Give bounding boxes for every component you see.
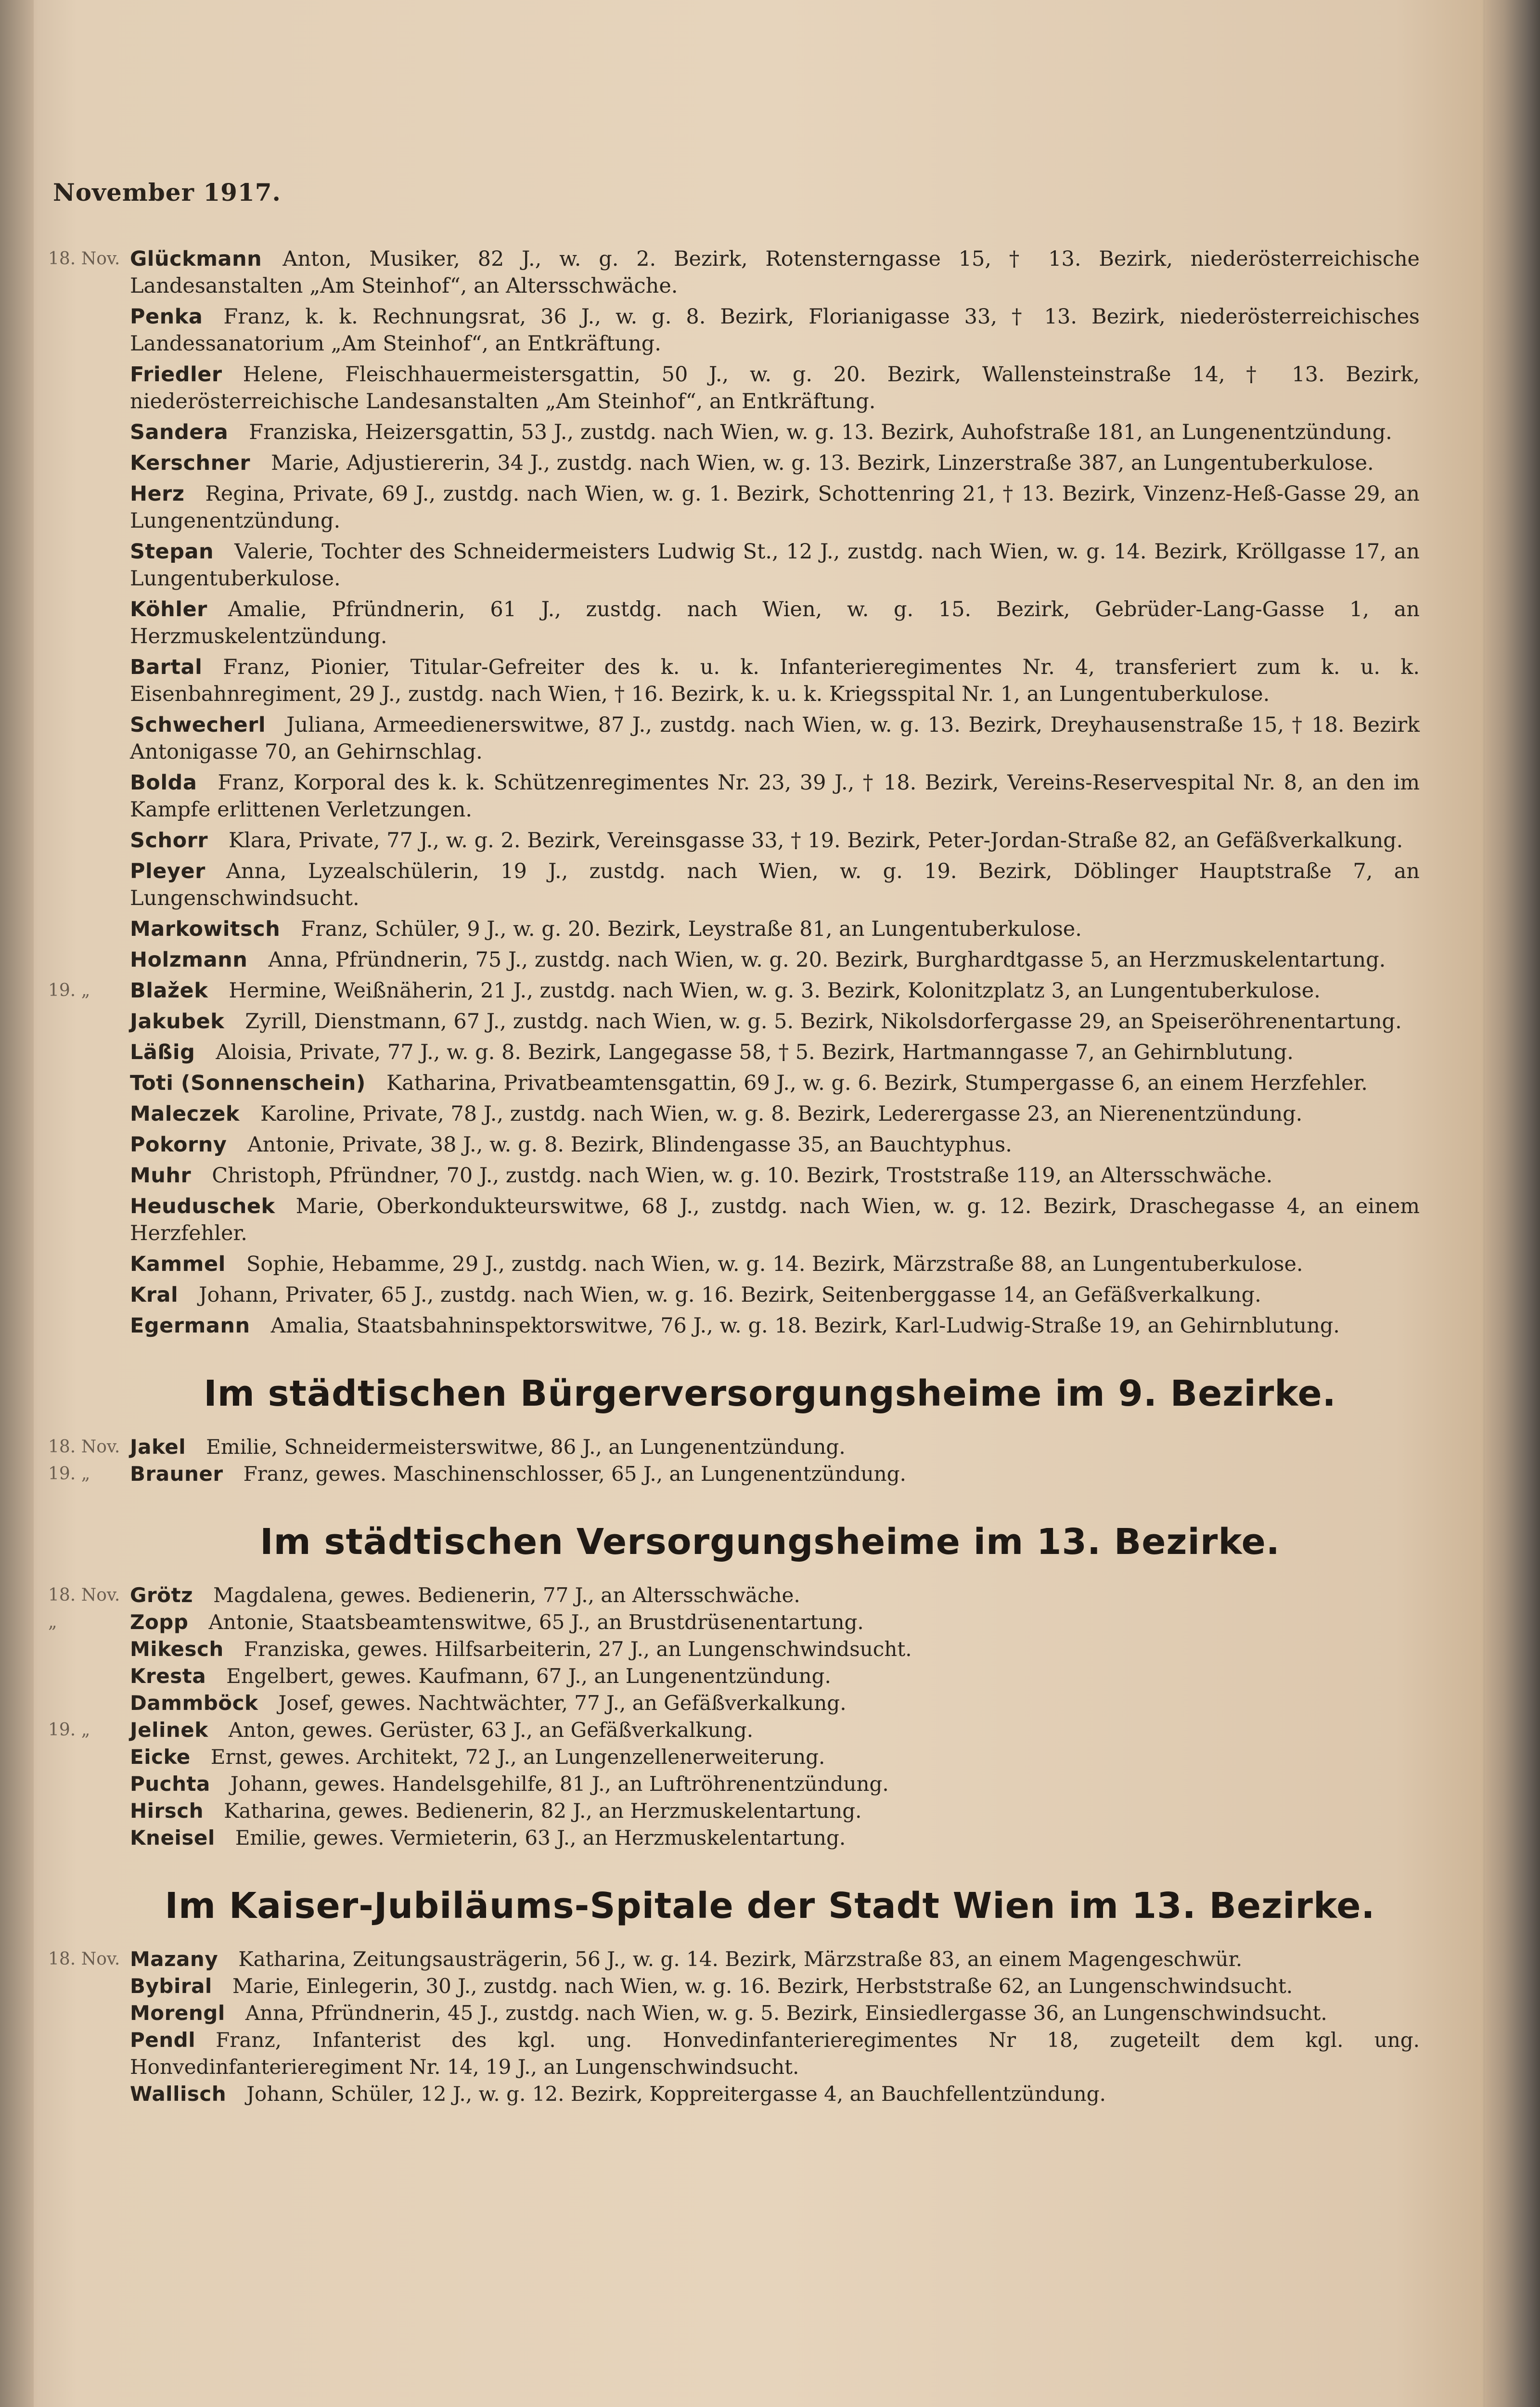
entry-date: 18. Nov. (48, 1437, 120, 1457)
deceased-surname: Penka (130, 305, 203, 329)
page-right-edge (1485, 0, 1540, 2407)
death-entry (38, 827, 1477, 854)
entry-body (130, 1771, 1477, 1798)
entry-date: „ (48, 1612, 57, 1632)
entry-details: Johann, gewes. Handelsgehilfe, 81 J., an Luftröhrenentzündung. (230, 1772, 889, 1796)
deceased-surname: Markowitsch (130, 917, 281, 941)
death-entry (38, 1251, 1477, 1278)
deceased-surname: Pokorny (130, 1133, 227, 1157)
entry-details: Marie, Oberkondukteurswitwe, 68 J., zustdg. nach Wien, w. g. 12. Bezirk, Draschegasse 4, an einem Herzfehler. (130, 1194, 1420, 1245)
entry-body (130, 1162, 1477, 1189)
entry-body (130, 827, 1477, 854)
death-entry (38, 1582, 1477, 1609)
death-entry (38, 246, 1477, 299)
deceased-surname: Eicke (130, 1745, 191, 1769)
death-entry (38, 1461, 1477, 1488)
death-entry (38, 1663, 1477, 1690)
deceased-surname: Läßig (130, 1040, 195, 1064)
death-entry (38, 1131, 1477, 1158)
entry-details: Katharina, Privatbeamtensgattin, 69 J., w. g. 6. Bezirk, Stumpergasse 6, an einem Herzfehler. (386, 1071, 1368, 1095)
entry-body (130, 361, 1477, 415)
deceased-surname: Morengl (130, 2001, 225, 2025)
deceased-surname: Brauner (130, 1462, 223, 1486)
entry-details: Marie, Adjustiererin, 34 J., zustdg. nach Wien, w. g. 13. Bezirk, Linzerstraße 387, an Lungentuberkulose. (271, 451, 1374, 475)
deceased-surname: Stepan (130, 540, 214, 564)
entry-details: Josef, gewes. Nachtwächter, 77 J., an Gefäßverkalkung. (278, 1691, 847, 1715)
entry-details: Christoph, Pfründner, 70 J., zustdg. nach Wien, w. g. 10. Bezirk, Troststraße 119, an Altersschwäche. (212, 1164, 1273, 1188)
entry-details: Juliana, Armeedienerswitwe, 87 J., zustdg. nach Wien, w. g. 13. Bezirk, Dreyhausenstraße 15, † 18. Bezirk Antonigasse 70, an Gehirnschlag. (130, 713, 1420, 764)
deceased-surname: Mazany (130, 1947, 218, 1971)
entry-details: Anton, gewes. Gerüster, 63 J., an Gefäßverkalkung. (228, 1718, 754, 1742)
entry-body (130, 538, 1477, 592)
page-left-shadow (0, 0, 34, 2407)
death-entry (38, 1744, 1477, 1771)
entry-body (130, 1131, 1477, 1158)
entry-body (130, 1312, 1477, 1339)
entry-details: Sophie, Hebamme, 29 J., zustdg. nach Wien, w. g. 14. Bezirk, Märzstraße 88, an Lungentuberkulose. (246, 1252, 1303, 1276)
entry-details: Emilie, gewes. Vermieterin, 63 J., an Herzmuskelentartung. (235, 1826, 846, 1850)
entry-details: Anna, Pfründnerin, 45 J., zustdg. nach Wien, w. g. 5. Bezirk, Einsiedlergasse 36, an Lungenschwindsucht. (245, 2001, 1327, 2025)
entry-body (130, 1070, 1477, 1097)
deceased-surname: Friedler (130, 362, 222, 387)
entry-body (130, 1193, 1477, 1247)
deceased-surname: Grötz (130, 1583, 193, 1607)
death-entry (38, 450, 1477, 477)
deceased-surname: Holzmann (130, 948, 248, 972)
death-entry (38, 538, 1477, 592)
entry-date: 19. „ (48, 1464, 90, 1484)
entry-body (130, 712, 1477, 765)
death-entry (38, 2027, 1477, 2081)
entry-body (130, 1744, 1477, 1771)
entry-body (130, 419, 1477, 446)
deceased-surname: Bybiral (130, 1974, 212, 1998)
deceased-surname: Wallisch (130, 2082, 227, 2106)
death-entry (38, 1193, 1477, 1247)
deceased-surname: Kerschner (130, 451, 251, 475)
entry-body (130, 303, 1477, 357)
death-entry (38, 1281, 1477, 1308)
entry-body (130, 1973, 1477, 2000)
death-entry (38, 1771, 1477, 1798)
entry-details: Aloisia, Private, 77 J., w. g. 8. Bezirk, Langegasse 58, † 5. Bezirk, Hartmanngasse 7, an Gehirnblutung. (216, 1040, 1294, 1064)
entry-details: Klara, Private, 77 J., w. g. 2. Bezirk, Vereinsgasse 33, † 19. Bezirk, Peter-Jordan-Straße 82, an Gefäßverkalkung. (229, 828, 1403, 853)
deceased-surname: Kral (130, 1283, 179, 1307)
entry-details: Anna, Lyzealschülerin, 19 J., zustdg. nach Wien, w. g. 19. Bezirk, Döblinger Hauptstraße 7, an Lungenschwindsucht. (130, 859, 1420, 910)
entry-details: Helene, Fleischhauermeistersgattin, 50 J., w. g. 20. Bezirk, Wallensteinstraße 14, † 13. Bezirk, niederösterreichische Landesanstalten „Am Steinhof“, an Entkräftung. (130, 362, 1420, 414)
entry-details: Valerie, Tochter des Schneidermeisters Ludwig St., 12 J., zustdg. nach Wien, w. g. 14. Bezirk, Kröllgasse 17, an Lungentuberkulose. (130, 540, 1420, 591)
entry-body (130, 1663, 1477, 1690)
deceased-surname: Sandera (130, 420, 229, 444)
death-entry (38, 1070, 1477, 1097)
section-heading: Im städtischen Bürgerversorgungsheime im 9. Bezirke. (204, 1373, 1336, 1414)
entry-details: Zyrill, Dienstmann, 67 J., zustdg. nach Wien, w. g. 5. Bezirk, Nikolsdorfergasse 29, an Speiseröhrenentartung. (245, 1009, 1402, 1034)
entry-details: Franz, Infanterist des kgl. ung. Honvedinfanterieregimentes Nr 18, zugeteilt dem kgl. ung. Honvedinfanterieregiment Nr. 14, 19 J., an Lungenschwindsucht. (130, 2028, 1420, 2079)
deceased-surname: Bartal (130, 655, 203, 679)
entry-details: Katharina, gewes. Bedienerin, 82 J., an Herzmuskelentartung. (224, 1799, 862, 1823)
entry-body (130, 246, 1477, 299)
entry-details: Ernst, gewes. Architekt, 72 J., an Lungenzellenerweiterung. (210, 1745, 825, 1769)
entry-body (130, 654, 1477, 708)
entry-body (130, 2081, 1477, 2108)
page-header-date: November 1917. (53, 178, 281, 207)
entry-details: Antonie, Staatsbeamtenswitwe, 65 J., an Brustdrüsenentartung. (208, 1610, 864, 1634)
death-entry (38, 1690, 1477, 1717)
entry-details: Regina, Private, 69 J., zustdg. nach Wien, w. g. 1. Bezirk, Schottenring 21, † 13. Bezirk, Vinzenz-Heß-Gasse 29, an Lungenentzündung. (130, 482, 1420, 533)
entry-body (130, 596, 1477, 650)
entry-details: Johann, Schüler, 12 J., w. g. 12. Bezirk, Koppreitergasse 4, an Bauchfellentzündung. (246, 2082, 1106, 2106)
entry-details: Franz, Korporal des k. k. Schützenregimentes Nr. 23, 39 J., † 18. Bezirk, Vereins-Reservespital Nr. 8, an den im Kampfe erlittenen Verletzungen. (130, 771, 1420, 822)
page-sheet (38, 19, 1477, 2407)
register-entries (38, 246, 1477, 2108)
entry-body (130, 450, 1477, 477)
entry-details: Amalia, Staatsbahninspektorswitwe, 76 J., w. g. 18. Bezirk, Karl-Ludwig-Straße 19, an Gehirnblutung. (270, 1314, 1340, 1338)
entry-details: Franz, Schüler, 9 J., w. g. 20. Bezirk, Leystraße 81, an Lungentuberkulose. (301, 917, 1082, 941)
entry-body (130, 858, 1477, 912)
entry-body (130, 1825, 1477, 1851)
death-entry (38, 916, 1477, 943)
deceased-surname: Jakubek (130, 1009, 225, 1034)
entry-details: Anton, Musiker, 82 J., w. g. 2. Bezirk, Rotensterngasse 15, † 13. Bezirk, niederösterreichische Landesanstalten „Am Steinhof“, an Altersschwäche. (130, 247, 1420, 298)
entry-date: 18. Nov. (48, 249, 120, 269)
death-entry (38, 2081, 1477, 2108)
death-entry (38, 1609, 1477, 1636)
entry-body (130, 2027, 1477, 2081)
deceased-surname: Maleczek (130, 1102, 240, 1126)
entry-body (130, 916, 1477, 943)
death-entry (38, 1434, 1477, 1461)
entry-details: Antonie, Private, 38 J., w. g. 8. Bezirk, Blindengasse 35, an Bauchtyphus. (247, 1133, 1012, 1157)
entry-details: Magdalena, gewes. Bedienerin, 77 J., an Altersschwäche. (213, 1583, 800, 1607)
death-entry (38, 1100, 1477, 1127)
entry-body (130, 1690, 1477, 1717)
entry-details: Franziska, Heizersgattin, 53 J., zustdg. nach Wien, w. g. 13. Bezirk, Auhofstraße 181, an Lungenentzündung. (249, 420, 1392, 444)
death-entry (38, 946, 1477, 973)
entry-date: 19. „ (48, 981, 90, 1000)
deceased-surname: Pendl (130, 2028, 196, 2052)
death-entry (38, 1636, 1477, 1663)
entry-body (130, 1609, 1477, 1636)
deceased-surname: Bolda (130, 771, 197, 795)
deceased-surname: Mikesch (130, 1637, 224, 1661)
deceased-surname: Pleyer (130, 859, 205, 883)
death-entry (38, 858, 1477, 912)
death-entry (38, 361, 1477, 415)
entry-body (130, 1717, 1477, 1744)
death-entry (38, 1798, 1477, 1825)
entry-details: Karoline, Private, 78 J., zustdg. nach Wien, w. g. 8. Bezirk, Lederergasse 23, an Nierenentzündung. (260, 1102, 1303, 1126)
entry-body (130, 2000, 1477, 2027)
entry-details: Anna, Pfründnerin, 75 J., zustdg. nach Wien, w. g. 20. Bezirk, Burghardtgasse 5, an Herzmuskelentartung. (268, 948, 1386, 972)
entry-date: 19. „ (48, 1720, 90, 1740)
entry-date: 18. Nov. (48, 1585, 120, 1605)
entry-body (130, 946, 1477, 973)
deceased-surname: Jakel (130, 1435, 186, 1459)
entry-body (130, 1281, 1477, 1308)
death-entry (38, 769, 1477, 823)
death-entry (38, 1312, 1477, 1339)
deceased-surname: Glückmann (130, 247, 262, 271)
entry-details: Katharina, Zeitungsausträgerin, 56 J., w. g. 14. Bezirk, Märzstraße 83, an einem Magengeschwür. (238, 1947, 1243, 1971)
deceased-surname: Köhler (130, 597, 207, 621)
death-entry (38, 654, 1477, 708)
entry-details: Amalie, Pfründnerin, 61 J., zustdg. nach Wien, w. g. 15. Bezirk, Gebrüder-Lang-Gasse 1, an Herzmuskelentzündung. (130, 597, 1420, 648)
entry-body (130, 1251, 1477, 1278)
deceased-surname: Muhr (130, 1164, 192, 1188)
deceased-surname: Toti (Sonnenschein) (130, 1071, 366, 1095)
death-entry (38, 419, 1477, 446)
death-entry (38, 2000, 1477, 2027)
deceased-surname: Schwecherl (130, 713, 266, 737)
entry-body (130, 480, 1477, 534)
deceased-surname: Egermann (130, 1314, 250, 1338)
death-entry (38, 596, 1477, 650)
deceased-surname: Kresta (130, 1664, 206, 1688)
death-entry (38, 1825, 1477, 1851)
entry-body (130, 1582, 1477, 1609)
entry-body (130, 1039, 1477, 1066)
deceased-surname: Hirsch (130, 1799, 204, 1823)
deceased-surname: Kammel (130, 1252, 226, 1276)
entry-body (130, 1461, 1477, 1488)
death-entry (38, 1946, 1477, 1973)
death-entry (38, 712, 1477, 765)
death-entry (38, 1717, 1477, 1744)
entry-details: Franz, k. k. Rechnungsrat, 36 J., w. g. 8. Bezirk, Florianigasse 33, † 13. Bezirk, niederösterreichisches Landessanatorium „Am Steinhof“, an Entkräftung. (130, 305, 1420, 356)
entry-details: Emilie, Schneidermeisterswitwe, 86 J., an Lungenentzündung. (206, 1435, 846, 1459)
deceased-surname: Zopp (130, 1610, 189, 1634)
death-entry (38, 1162, 1477, 1189)
deceased-surname: Herz (130, 482, 185, 506)
death-entry (38, 1039, 1477, 1066)
entry-details: Hermine, Weißnäherin, 21 J., zustdg. nach Wien, w. g. 3. Bezirk, Kolonitzplatz 3, an Lungentuberkulose. (229, 979, 1321, 1003)
entry-body (130, 977, 1477, 1004)
death-entry (38, 977, 1477, 1004)
entry-body (130, 1798, 1477, 1825)
deceased-surname: Puchta (130, 1772, 210, 1796)
entry-body (130, 1434, 1477, 1461)
death-entry (38, 480, 1477, 534)
entry-details: Franziska, gewes. Hilfsarbeiterin, 27 J., an Lungenschwindsucht. (244, 1637, 912, 1661)
entry-date: 18. Nov. (48, 1949, 120, 1969)
deceased-surname: Heuduschek (130, 1194, 275, 1218)
entry-details: Franz, gewes. Maschinenschlosser, 65 J., an Lungenentzündung. (243, 1462, 906, 1486)
deceased-surname: Schorr (130, 828, 208, 853)
entry-body (130, 1946, 1477, 1973)
section-heading: Im Kaiser-Jubiläums-Spitale der Stadt Wien im 13. Bezirke. (165, 1885, 1375, 1927)
entry-details: Johann, Privater, 65 J., zustdg. nach Wien, w. g. 16. Bezirk, Seitenberggasse 14, an Gefäßverkalkung. (199, 1283, 1261, 1307)
death-entry (38, 1973, 1477, 2000)
death-entry (38, 303, 1477, 357)
entry-body (130, 1008, 1477, 1035)
deceased-surname: Dammböck (130, 1691, 258, 1715)
deceased-surname: Jelinek (130, 1718, 208, 1742)
entry-details: Marie, Einlegerin, 30 J., zustdg. nach Wien, w. g. 16. Bezirk, Herbststraße 62, an Lungenschwindsucht. (232, 1974, 1293, 1998)
entry-body (130, 1100, 1477, 1127)
death-entry (38, 1008, 1477, 1035)
entry-details: Franz, Pionier, Titular-Gefreiter des k. u. k. Infanterieregimentes Nr. 4, transferiert zum k. u. k. Eisenbahnregiment, 29 J., zustdg. nach Wien, † 16. Bezirk, k. u. k. Kriegsspital Nr. 1, an Lungentuberkulose. (130, 655, 1420, 706)
deceased-surname: Blažek (130, 979, 208, 1003)
section-heading: Im städtischen Versorgungsheime im 13. Bezirke. (260, 1521, 1280, 1563)
deceased-surname: Kneisel (130, 1826, 215, 1850)
entry-details: Engelbert, gewes. Kaufmann, 67 J., an Lungenentzündung. (226, 1664, 831, 1688)
entry-body (130, 1636, 1477, 1663)
entry-body (130, 769, 1477, 823)
